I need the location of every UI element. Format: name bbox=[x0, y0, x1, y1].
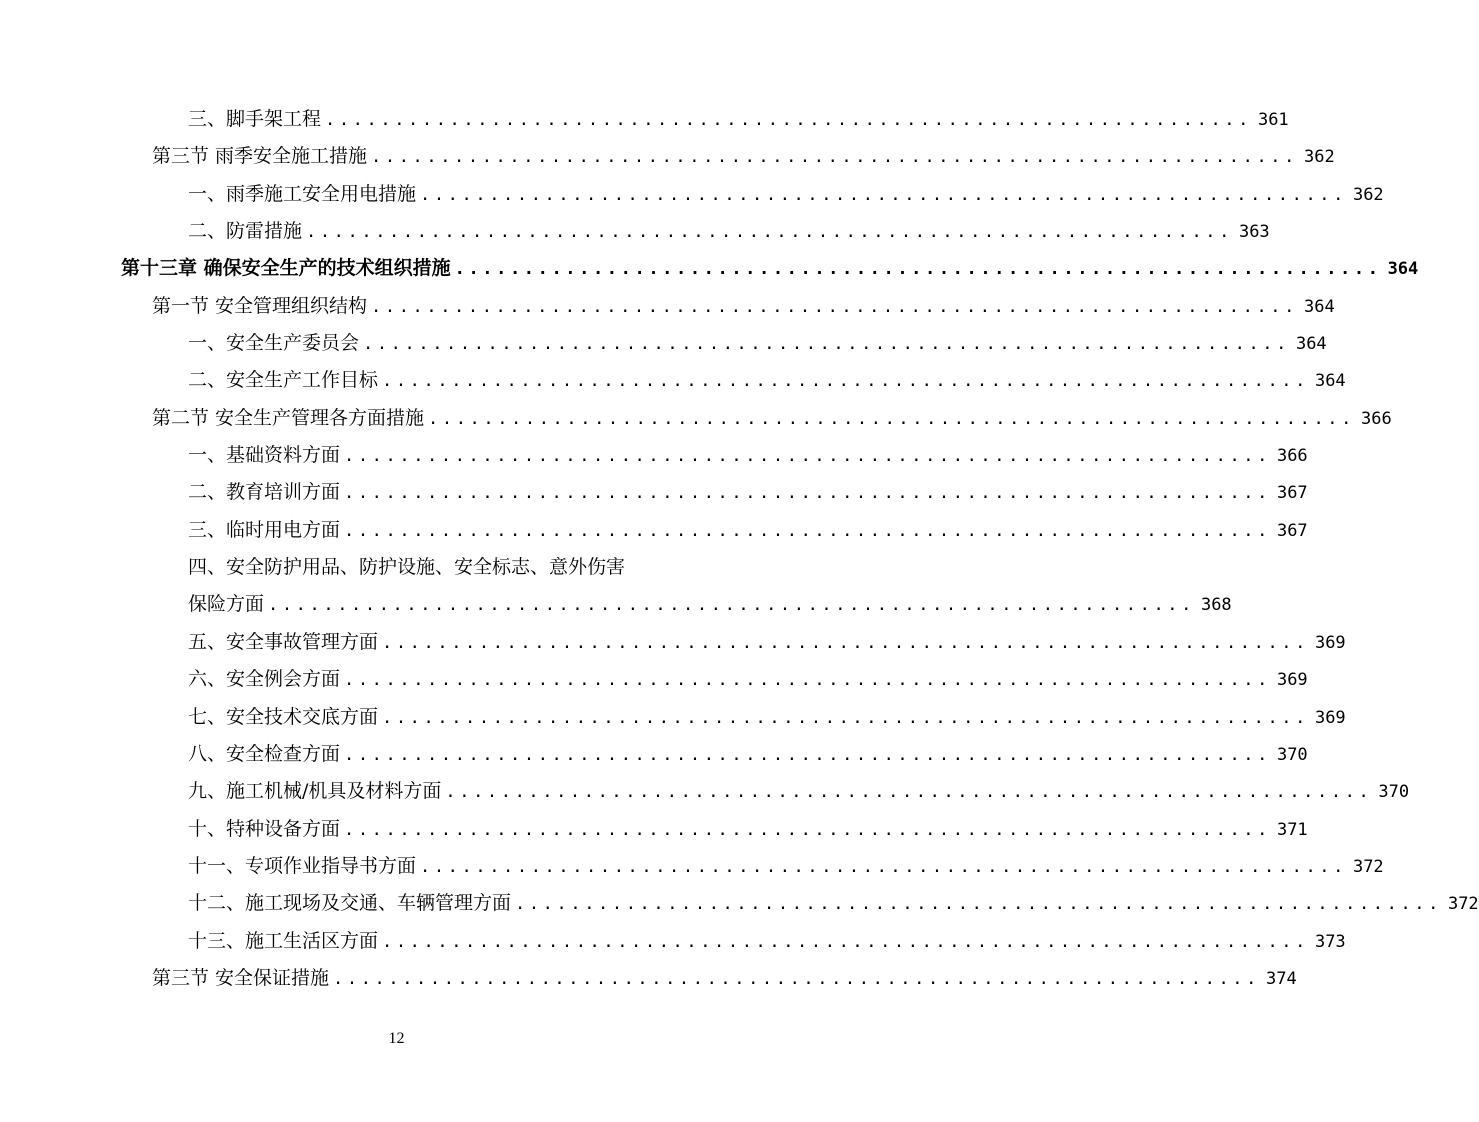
toc-entry[interactable] bbox=[0, 512, 1308, 549]
toc-section-entry[interactable] bbox=[0, 138, 1335, 175]
leader-dots: ................................................................... bbox=[363, 334, 1290, 355]
toc-entry-title: 三、脚手架工程 bbox=[188, 108, 322, 130]
toc-entry-page: 371 bbox=[1276, 819, 1308, 840]
toc-entry-title: 六、安全例会方面 bbox=[188, 668, 341, 691]
leader-dots: ................................................................... bbox=[371, 147, 1298, 168]
leader-dots: ................................................................... bbox=[333, 968, 1260, 989]
toc-entry[interactable] bbox=[0, 437, 1308, 474]
toc-entry[interactable] bbox=[0, 885, 1479, 922]
page-number: 12 bbox=[388, 1030, 405, 1047]
toc-entry-title: 第十三章 确保安全生产的技术组织措施 bbox=[121, 257, 451, 280]
toc-entry[interactable] bbox=[0, 923, 1346, 960]
leader-dots: ................................................................... bbox=[445, 782, 1373, 803]
toc-entry-title: 四、安全防护用品、防护设施、安全标志、意外伤害 bbox=[188, 556, 626, 579]
toc-entry-page: 364 bbox=[1303, 296, 1335, 317]
toc-entry-title: 二、安全生产工作目标 bbox=[188, 369, 379, 392]
toc-entry-page: 367 bbox=[1276, 520, 1308, 541]
toc-entry[interactable] bbox=[0, 848, 1384, 885]
leader-dots: ................................................................... bbox=[344, 483, 1271, 504]
toc-section-entry[interactable] bbox=[0, 400, 1392, 437]
toc-entry-page: 373 bbox=[1314, 931, 1346, 952]
toc-entry-title: 七、安全技术交底方面 bbox=[188, 705, 379, 728]
toc-entry-page: 372 bbox=[1352, 856, 1384, 877]
toc-entry[interactable] bbox=[0, 661, 1308, 698]
toc-entry-title: 十三、施工生活区方面 bbox=[188, 929, 379, 952]
toc-entry-page: 362 bbox=[1303, 147, 1335, 168]
toc-entry-page: 370 bbox=[1276, 744, 1308, 765]
leader-dots: ................................................................... bbox=[371, 296, 1298, 317]
toc-entry-title: 十、特种设备方面 bbox=[188, 817, 341, 840]
toc-entry[interactable] bbox=[0, 325, 1327, 362]
toc-entry-page: 369 bbox=[1314, 632, 1346, 653]
toc-entry-title: 第一节 安全管理组织结构 bbox=[152, 294, 368, 317]
toc-entry[interactable] bbox=[0, 176, 1384, 213]
toc-entry[interactable] bbox=[0, 474, 1308, 511]
toc-entry-title: 二、防雷措施 bbox=[188, 220, 303, 243]
leader-dots: ................................................................... bbox=[344, 520, 1271, 541]
toc-entry-page: 366 bbox=[1276, 446, 1308, 467]
toc-entry-page: 364 bbox=[1314, 371, 1346, 392]
toc-entry-title: 第三节 安全保证措施 bbox=[152, 966, 330, 989]
toc-entry-page: 361 bbox=[1257, 110, 1289, 130]
toc-entry-page: 367 bbox=[1276, 483, 1308, 504]
leader-dots: ................................................................... bbox=[325, 110, 1252, 130]
toc-entry-page: 369 bbox=[1314, 707, 1346, 728]
leader-dots: ................................................................... bbox=[382, 371, 1309, 392]
toc-entry[interactable] bbox=[0, 811, 1308, 848]
toc-entry-page: 369 bbox=[1276, 670, 1308, 691]
toc-entry[interactable] bbox=[0, 101, 1289, 138]
toc-entry-page: 363 bbox=[1238, 222, 1270, 243]
toc-entry-title: 一、安全生产委员会 bbox=[188, 332, 360, 355]
toc-entry[interactable] bbox=[0, 213, 1270, 250]
toc-entry-wrapped-line[interactable] bbox=[0, 549, 793, 586]
leader-dots: ................................................................... bbox=[382, 632, 1309, 653]
leader-dots: ................................................................... bbox=[344, 744, 1271, 765]
toc-entry-page: 368 bbox=[1200, 595, 1232, 616]
leader-dots: ................................................................... bbox=[306, 222, 1233, 243]
toc-entry-page: 364 bbox=[1295, 334, 1327, 355]
leader-dots: ................................................................... bbox=[382, 931, 1309, 952]
toc-entry-title: 九、施工机械/机具及材料方面 bbox=[188, 780, 442, 803]
leader-dots: ................................................................... bbox=[420, 856, 1347, 877]
toc-entry[interactable] bbox=[0, 586, 1232, 623]
toc-entry[interactable] bbox=[0, 624, 1346, 661]
toc-entry-page: 370 bbox=[1378, 782, 1410, 803]
toc-entry-title: 八、安全检查方面 bbox=[188, 742, 341, 765]
toc-entry-title: 三、临时用电方面 bbox=[188, 518, 341, 541]
toc-entry-title: 第二节 安全生产管理各方面措施 bbox=[152, 406, 425, 429]
leader-dots: ................................................................... bbox=[515, 894, 1442, 915]
toc-entry-page: 364 bbox=[1387, 259, 1419, 280]
leader-dots: ................................................................... bbox=[268, 595, 1195, 616]
toc-entry[interactable] bbox=[0, 736, 1308, 773]
toc-entry[interactable] bbox=[0, 362, 1346, 399]
toc-entry-title: 五、安全事故管理方面 bbox=[188, 630, 379, 653]
table-of-contents bbox=[0, 101, 1479, 997]
toc-entry-title: 第三节 雨季安全施工措施 bbox=[152, 145, 368, 168]
toc-section-entry[interactable] bbox=[0, 960, 1297, 997]
toc-entry[interactable] bbox=[0, 773, 1410, 810]
toc-entry-title: 十二、施工现场及交通、车辆管理方面 bbox=[188, 892, 512, 915]
leader-dots: ................................................................... bbox=[454, 259, 1382, 280]
toc-entry-page: 366 bbox=[1360, 408, 1392, 429]
toc-chapter-entry[interactable] bbox=[0, 250, 1419, 287]
toc-section-entry[interactable] bbox=[0, 288, 1335, 325]
toc-entry-page: 374 bbox=[1265, 968, 1297, 989]
toc-entry-title: 十一、专项作业指导书方面 bbox=[188, 854, 417, 877]
leader-dots: ................................................................... bbox=[344, 446, 1271, 467]
leader-dots: ................................................................... bbox=[382, 707, 1309, 728]
leader-dots: ................................................................... bbox=[428, 408, 1355, 429]
leader-dots: ................................................................... bbox=[420, 184, 1347, 205]
toc-entry-page: 362 bbox=[1352, 184, 1384, 205]
toc-entry-title: 保险方面 bbox=[188, 593, 265, 616]
toc-entry-title: 一、基础资料方面 bbox=[188, 444, 341, 467]
toc-entry-title: 二、教育培训方面 bbox=[188, 481, 341, 504]
leader-dots: ................................................................... bbox=[344, 670, 1271, 691]
toc-entry[interactable] bbox=[0, 699, 1346, 736]
toc-entry-title: 一、雨季施工安全用电措施 bbox=[188, 182, 417, 205]
toc-entry-page: 372 bbox=[1447, 894, 1479, 915]
leader-dots: ................................................................... bbox=[344, 819, 1271, 840]
